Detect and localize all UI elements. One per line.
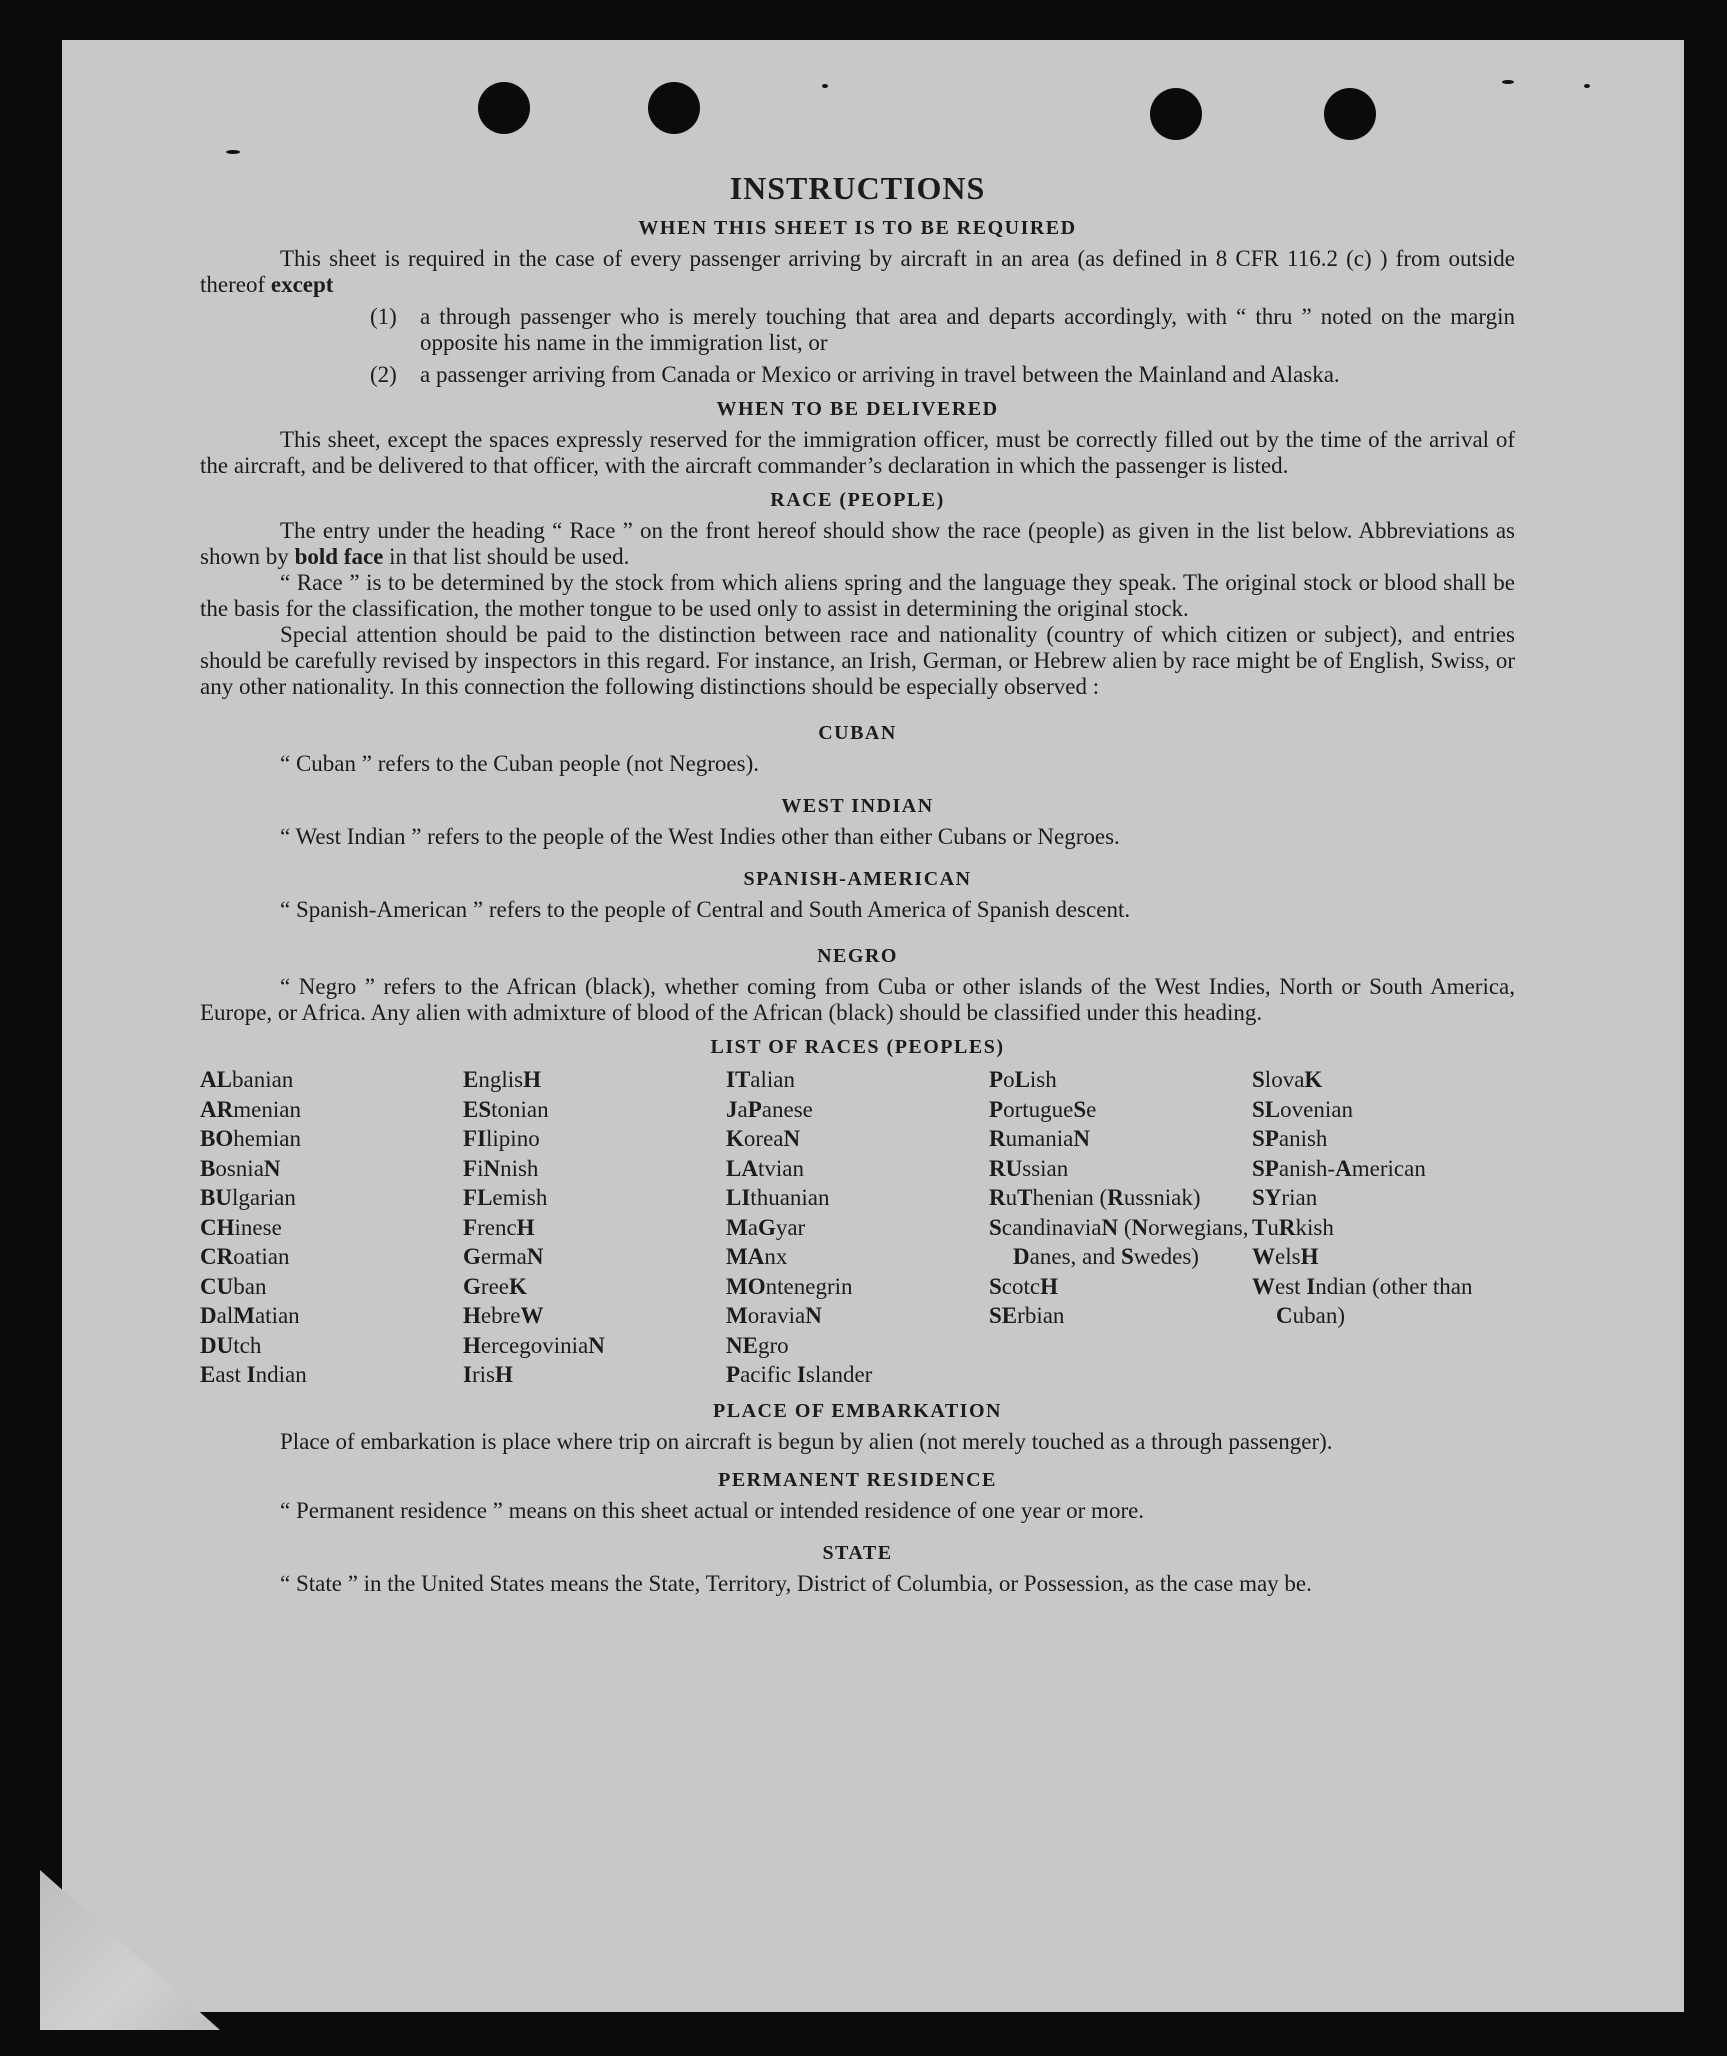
race-entry: JaPanese (726, 1096, 813, 1122)
section-heading-list-of-races: LIST OF RACES (PEOPLES) (710, 1036, 1005, 1058)
race-entry: MOntenegrin (726, 1273, 853, 1299)
west-indian-text: “ West Indian ” refers to the people of the West Indies other than either Cubans or Negroes. (280, 824, 1120, 849)
race-entry: DalMatian (200, 1303, 300, 1328)
page-title: INSTRUCTIONS (729, 170, 986, 206)
spanish-american-text: “ Spanish-American ” refers to the people of Central and South America of Spanish descent. (280, 897, 1131, 922)
race-entry: BosniaN (200, 1155, 281, 1181)
race-entry: BOhemian (200, 1126, 301, 1151)
section-heading-cuban: CUBAN (818, 722, 897, 744)
race-entry: LIthuanian (726, 1185, 830, 1210)
race-entry: FrencH (463, 1214, 535, 1240)
section-heading-negro: NEGRO (817, 945, 898, 967)
race-entry: TuRkish (1252, 1214, 1334, 1240)
race-entry: Pacific Islander (726, 1362, 873, 1387)
race-entry: NEgro (726, 1332, 789, 1358)
race-entry: PortugueSe (989, 1096, 1097, 1122)
race-entry: FIlipino (463, 1126, 540, 1151)
exception-text: a passenger arriving from Canada or Mexico or arriving in travel between the Mainland and Alaska. (420, 362, 1340, 387)
race-entry: SYrian (1252, 1185, 1318, 1210)
race-entry: SPanish-American (1252, 1155, 1426, 1181)
race-entry: RuThenian (Russniak) (989, 1185, 1201, 1210)
race-entry: PoLish (989, 1067, 1057, 1092)
race-entry: ARmenian (200, 1096, 301, 1122)
race-entry: CUban (200, 1273, 267, 1299)
race-entry: MaGyar (726, 1214, 806, 1240)
race-entry: ScotcH (989, 1273, 1059, 1299)
race-entry: EnglisH (463, 1067, 541, 1092)
ink-speck (1502, 80, 1514, 84)
races-column (1252, 1065, 1515, 1390)
race-paragraph-3: Special attention should be paid to the distinction between race and nationality (country of which citizen or subject), and entries should be carefully revised by inspectors in this regard. For instance, an Irish, German, or Hebrew alien by race might be of English, Swiss, or any other nationality. In this connection the following distinctions should be especially observed : (200, 622, 1515, 699)
state-text: “ State ” in the United States means the State, Territory, District of Columbia, or Possession, as the case may be. (280, 1570, 1312, 1596)
race-entry: SErbian (989, 1303, 1065, 1328)
race-entry: FiNnish (463, 1155, 539, 1181)
negro-text: “ Negro ” refers to the African (black), whether coming from Cuba or other islands of the West Indies, North or South America, Europe, or Africa. Any alien with admixture of blood of the African (black) should be classified under this heading. (200, 974, 1515, 1025)
races-column (463, 1065, 726, 1390)
race-entry: RumaniaN (989, 1126, 1090, 1151)
ink-speck (1584, 84, 1590, 88)
race-entry: SlovaK (1252, 1067, 1323, 1092)
section-heading-west-indian: WEST INDIAN (781, 795, 934, 817)
embarkation-text: Place of embarkation is place where trip on aircraft is begun by alien (not merely touched as a through passenger). (280, 1428, 1333, 1454)
section-heading-embarkation: PLACE OF EMBARKATION (713, 1399, 1002, 1422)
section-heading-race: RACE (PEOPLE) (770, 489, 945, 511)
race-entry: WelsH (1252, 1244, 1319, 1269)
exception-text: a through passenger who is merely touching that area and departs accordingly, with “ thru ” noted on the margin opposite his name in the immigration list, or (420, 304, 1515, 355)
exception-item (370, 304, 1515, 356)
race-entry: ALbanian (200, 1067, 294, 1092)
section-heading-state: STATE (822, 1541, 893, 1564)
race-entry: IrisH (463, 1362, 513, 1387)
race-entry: FLemish (463, 1185, 548, 1210)
intro-text: This sheet is required in the case of every passenger arriving by aircraft in an area (as defined in 8 CFR 116.2 (c) ) from outside thereof (200, 246, 1515, 297)
race-paragraph-1 (200, 518, 1515, 570)
residence-text: “ Permanent residence ” means on this sheet actual or intended residence of one year or more. (280, 1497, 1145, 1523)
punch-hole (648, 82, 700, 134)
punch-hole (478, 82, 530, 134)
race-entry: SPanish (1252, 1126, 1328, 1151)
race-entry: West Indian (other than Cuban) (1252, 1273, 1473, 1328)
race-entry: KoreaN (726, 1126, 801, 1151)
instructions-content (200, 170, 1515, 1597)
intro-bold: except (270, 272, 334, 297)
ink-speck (226, 150, 240, 154)
races-list (200, 1065, 1515, 1390)
race-entry: East Indian (200, 1362, 307, 1387)
races-column (726, 1065, 989, 1390)
exception-item (370, 362, 1515, 388)
race-p1-text: The entry under the heading “ Race ” on the front hereof should show the race (people) as given in the list below. Abbreviations as shown by (200, 518, 1515, 569)
race-entry: ITalian (726, 1067, 796, 1092)
race-p1-text-end: in that list should be used. (389, 544, 630, 569)
punch-hole (1324, 88, 1376, 140)
exception-number: (1) (370, 304, 397, 329)
race-entry: DUtch (200, 1332, 262, 1358)
section-heading-residence: PERMANENT RESIDENCE (718, 1468, 997, 1491)
punch-hole (1150, 88, 1202, 140)
race-entry: ScandinaviaN (Norwegians, Danes, and Swedes) (989, 1214, 1249, 1269)
race-entry: HercegoviniaN (463, 1332, 605, 1358)
race-entry: MAnx (726, 1244, 788, 1269)
race-entry: SLovenian (1252, 1096, 1353, 1122)
section-delivered-text: This sheet, except the spaces expressly reserved for the immigration officer, must be correctly filled out by the time of the arrival of the aircraft, and be delivered to that officer, with the aircraft commander’s declaration in which the passenger is listed. (200, 427, 1515, 478)
exception-number: (2) (370, 362, 397, 387)
race-entry: RUssian (989, 1155, 1069, 1181)
race-entry: GermaN (463, 1244, 544, 1269)
section-heading-delivered: WHEN TO BE DELIVERED (716, 398, 999, 420)
race-entry: LAtvian (726, 1155, 804, 1181)
race-entry: MoraviaN (726, 1303, 822, 1328)
race-paragraph-2: “ Race ” is to be determined by the stock from which aliens spring and the language they speak. The original stock or blood shall be the basis for the classification, the mother tongue to be used only to assist in determining the original stock. (200, 570, 1515, 621)
section-heading-spanish-american: SPANISH-AMERICAN (743, 868, 972, 890)
section-required-intro (200, 246, 1515, 298)
race-entry: BUlgarian (200, 1185, 296, 1210)
race-entry: HebreW (463, 1303, 544, 1328)
races-column (989, 1065, 1252, 1390)
section-heading-required: WHEN THIS SHEET IS TO BE REQUIRED (638, 217, 1077, 239)
races-column (200, 1065, 463, 1390)
race-p1-bold: bold face (294, 544, 384, 569)
race-entry: CHinese (200, 1214, 282, 1240)
cuban-text: “ Cuban ” refers to the Cuban people (not Negroes). (280, 751, 760, 776)
race-entry: EStonian (463, 1096, 549, 1122)
ink-speck (822, 84, 828, 88)
race-entry: CRoatian (200, 1244, 290, 1269)
race-entry: GreeK (463, 1273, 527, 1299)
